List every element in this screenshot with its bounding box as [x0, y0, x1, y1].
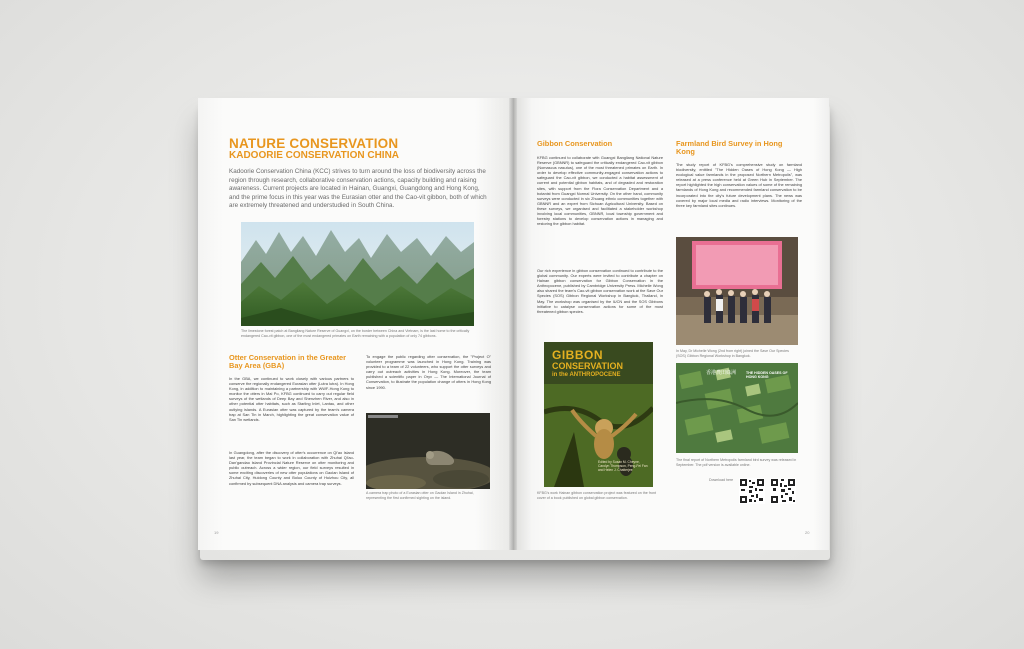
page-number-right: 20	[805, 530, 810, 535]
book-title-line-1: GIBBON	[552, 348, 603, 362]
workshop-event-photo	[676, 237, 798, 345]
lead-paragraph: Kadoorie Conservation China (KCC) strives to turn around the loss of biodiversity across the region through research, collaborative conservation actions, capacity building and raising awareness. Current projects are located in Hainan, Guangxi, Guangdong and Hong Kong, and the prime focus in this year was the Eurasian otter and the Cao-vit gibbon, both of which are extremely threatened and understudied in South China.	[229, 168, 487, 210]
farmland-paragraph: The study report of KFBG's comprehensive study on farmland biodiversity, entitled "The Hidden Oases of Hong Kong — High ecological value farmlands in the proposed Northern Metropolis", was released at a press conference held at Green Hub in September. The report highlighted the high conservation values of some of the remaining farmlands of Hong Kong and recommended farmland conservation to be incorporated into the city's future development plans. The news was covered by major local media and radio interviews. Monitoring of the three key farmland sites continues.	[676, 162, 802, 208]
gibbon-book-cover	[544, 342, 653, 487]
download-label: Download here	[709, 478, 734, 482]
book-title-line-2: CONSERVATION	[552, 361, 624, 371]
report-caption: The final report of Northern Metropolis farmland bird survey was released in September. The pdf version is available online.	[676, 458, 797, 467]
page-title: NATURE CONSERVATION	[229, 136, 399, 151]
otter-paragraph-2: In Guangdong, after the discovery of otter's occurrence on Qi'ao Island last year, the team began to work in collaboration with Zhuhai Qi'ao-Dan'gandao Island Provincial Nature Reserve on otter monitoring and public outreach. Across a wider region, our field surveys resulted in some exciting discoveries of new otter populations on Gaolan Island of Zhuhai City, Huidong County and Boluo County of Huizhou City, all confirmed by subsequent DNA analysis and camera trap surveys.	[229, 450, 354, 486]
book-editors: Edited by Susan M. Cheyne, Carolyn Thompson, Peng-Fei Fan and Helen J. Chatterjee	[598, 460, 648, 473]
gibbon-paragraph-1: KFBG continued to collaborate with Guangxi Bangliang National Nature Reserve (GBNNR) to safeguard the critically endangered Cao-vit gibbon (Nomascus nasutus), one of the most threatened primates on Earth. In order to develop effective community-engaged conservation actions to safeguard the Cao-vit gibbon, we conducted a habitat assessment of current and potential gibbon habitats, and of degraded and restoration sites, with support from the Flora Conservation Department and a botanist from Guangxi Normal University. On the other hand, community surveys were conducted in six Zhuang ethnic communities together with GBNNR and an expert from Sichuan Agricultural University. Based on these surveys, we organised and facilitated a stakeholder workshop involving local communities, GBNNR, local township government and forestry stations to develop conservation actions in managing and restoring the gibbon habitat.	[537, 155, 663, 227]
report-title-zh: 香港農田綠洲	[706, 370, 737, 376]
gibbon-paragraph-2: Our rich experience in gibbon conservation continued to contribute to the global community. Our experts were invited to contribute a chapter on Hainan gibbon conservation for Gibbon Conservation in the Anthropocene, published by Cambridge University Press. Michelle Wong also shared the team's Cao-vit gibbon conservation work at the Save Our Species (SOS) Gibbon Regional Workshop in Bangkok, Thailand, in May. The workshop was organised by the IUCN and the SOS Gibbons initiative to catalyse conservation actions for some of the most threatened gibbon species.	[537, 268, 663, 314]
book-gutter	[509, 98, 517, 550]
qr-code-2[interactable]	[770, 478, 796, 504]
otter-photo-caption: A camera trap photo of a Eurasian otter on Gaolan Island in Zhuhai, representing the first confirmed sighting on the island.	[366, 491, 474, 500]
otter-paragraph-1: In the GBA, we continued to work closely with various partners to conserve the regionally endangered Eurasian otter (Lutra lutra). In Hong Kong, in addition to maintaining a partnership with WWF-Hong Kong to monitor the otters in Mai Po, KFBG continued to carry out regular field surveys of the wetlands of Deep Bay and Shenzhen River, and also in other potential otter habitats, such as Starling Inlet, Lantau, and other outlying islands. A Eurasian otter was captured by the team's camera trap at San Tin in March, highlighting the great conservation value of San Tin wetlands.	[229, 376, 354, 422]
page-subtitle: KADOORIE CONSERVATION CHINA	[229, 150, 400, 161]
report-title-en: THE HIDDEN OASES OF HONG KONG	[746, 371, 788, 380]
book-title-line-3: in the ANTHROPOCENE	[552, 372, 621, 378]
right-page	[513, 98, 829, 550]
left-page	[198, 98, 513, 550]
otter-section-heading: Otter Conservation in the Greater Bay Area (GBA)	[229, 353, 347, 371]
otter-camera-trap-photo	[366, 413, 490, 489]
landscape-caption: The limestone forest patch at Bangliang Nature Reserve of Guangxi, on the border between China and Vietnam, is the last home to the critically endangered Cao-vit gibbon, one of the most endangered primates on Earth remaining with a population of only 74 gibbons.	[241, 329, 470, 338]
farmland-section-heading: Farmland Bird Survey in Hong Kong	[676, 139, 783, 157]
gibbon-section-heading: Gibbon Conservation	[537, 139, 613, 148]
qr-code-1[interactable]	[739, 478, 765, 504]
farmland-report-cover	[676, 363, 798, 453]
event-caption: In May, Dr Michelle Wong (2nd from right) joined the Save Our Species (SOS) Gibbon Regional Workshop in Bangkok.	[676, 349, 789, 358]
page-number-left: 19	[214, 530, 219, 535]
book-caption: KFBG's work Hainan gibbon conservation project was featured on the front cover of a book published on global gibbon conservation.	[537, 491, 656, 500]
otter-paragraph-3: To engage the public regarding otter conservation, the "Project O" volunteer programme was launched in Hong Kong. Training was provided to a team of 22 volunteers, who support the otter surveys and carry out outreach activities in Hong Kong. Moreover, the team published a scientific paper in Oryx — The International Journal of Conservation, to illustrate the population change of otters in Hong Kong since 1990.	[366, 354, 491, 390]
limestone-landscape-photo	[241, 222, 474, 326]
